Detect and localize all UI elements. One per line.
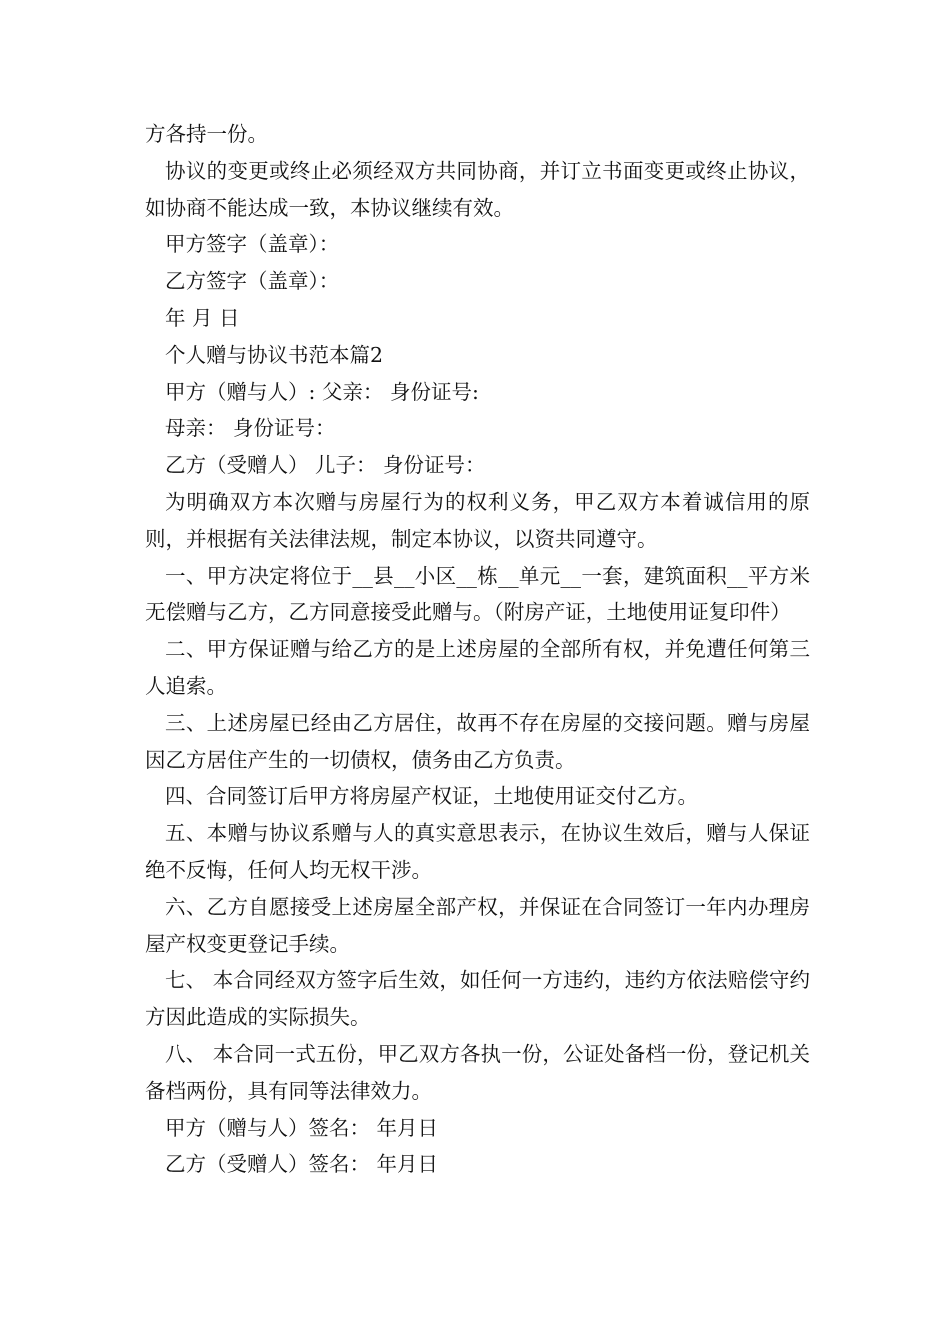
paragraph-continuation: 方各持一份。	[145, 122, 268, 146]
clause-4: 四、合同签订后甲方将房屋产权证，土地使用证交付乙方。	[165, 784, 698, 809]
party-a-mother-line: 母亲： 身份证号：	[165, 416, 336, 441]
paragraph-preamble: 为明确双方本次赠与房屋行为的权利义务，甲乙双方本着诚信用的原则，并根据有关法律法规，制定本协议，以资共同遵守。	[145, 489, 810, 551]
party-a-signature-line: 甲方签字（盖章）：	[165, 232, 340, 257]
party-b-son-line: 乙方（受赠人） 儿子： 身份证号：	[165, 453, 486, 478]
clause-5: 五、本赠与协议系赠与人的真实意思表示，在协议生效后，赠与人保证绝不反悔，任何人均无权干涉。	[145, 821, 810, 882]
date-line: 年 月 日	[165, 305, 240, 330]
section-heading: 个人赠与协议书范本篇2	[165, 342, 384, 367]
clause-3: 三、上述房屋已经由乙方居住，故再不存在房屋的交接问题。赠与房屋因乙方居住产生的一切债权，债务由乙方负责。	[145, 710, 810, 772]
party-b-signature-line: 乙方签字（盖章）：	[165, 269, 340, 294]
party-a-father-line: 甲方（赠与人）: 父亲： 身份证号:	[165, 379, 479, 404]
party-b-sign-date-line: 乙方（受赠人）签名： 年月日	[165, 1152, 439, 1177]
document-body	[145, 116, 810, 1183]
clause-2: 二、甲方保证赠与给乙方的是上述房屋的全部所有权，并免遭任何第三人追索。	[145, 637, 810, 698]
clause-6: 六、乙方自愿接受上述房屋全部产权，并保证在合同签订一年内办理房屋产权变更登记手续。	[145, 894, 810, 956]
clause-1: 一、甲方决定将位于__县__小区__栋__单元__一套，建筑面积__平方米无偿赠与乙方，乙方同意接受此赠与。（附房产证，土地使用证复印件）	[145, 563, 810, 625]
clause-7: 七、 本合同经双方签字后生效，如任何一方违约，违约方依法赔偿守约方因此造成的实际损失。	[145, 968, 810, 1030]
paragraph-amendment-clause: 协议的变更或终止必须经双方共同协商，并订立书面变更或终止协议，如协商不能达成一致，本协议继续有效。	[145, 158, 810, 220]
party-a-sign-date-line: 甲方（赠与人）签名： 年月日	[165, 1115, 439, 1140]
clause-8: 八、 本合同一式五份，甲乙双方各执一份，公证处备档一份，登记机关备档两份，具有同等法律效力。	[145, 1041, 810, 1103]
